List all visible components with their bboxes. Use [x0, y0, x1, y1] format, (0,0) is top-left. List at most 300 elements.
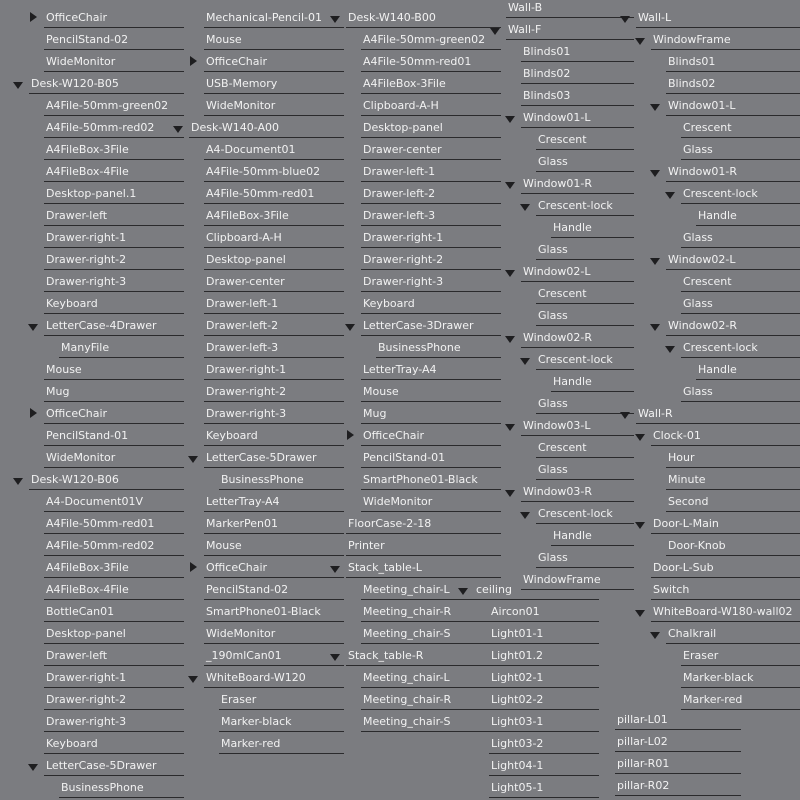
- tree-node-label: Meeting_chair-S: [363, 627, 451, 640]
- collapse-arrow-icon[interactable]: [190, 562, 197, 572]
- row-divider: [361, 511, 501, 512]
- row-divider: [204, 445, 344, 446]
- row-divider: [361, 291, 501, 292]
- row-divider: [521, 501, 634, 502]
- tree-node-label: PencilStand-01: [46, 429, 129, 442]
- row-divider: [681, 203, 800, 204]
- row-divider: [44, 665, 184, 666]
- tree-node-label: Window02-R: [523, 331, 592, 344]
- row-divider: [489, 687, 599, 688]
- tree-node-label: WideMonitor: [363, 495, 433, 508]
- row-divider: [536, 325, 634, 326]
- row-divider: [189, 137, 344, 138]
- tree-node-label: A4File-50mm-green02: [363, 33, 486, 46]
- tree-node-label: Mug: [46, 385, 70, 398]
- row-divider: [696, 225, 800, 226]
- row-divider: [44, 577, 184, 578]
- row-divider: [59, 797, 184, 798]
- tree-node-label: Mouse: [46, 363, 82, 376]
- row-divider: [551, 391, 634, 392]
- collapse-arrow-icon[interactable]: [190, 56, 197, 66]
- row-divider: [204, 665, 344, 666]
- tree-node-label: Glass: [683, 297, 713, 310]
- tree-node-label: Drawer-right-1: [46, 671, 127, 684]
- tree-node-label: Clipboard-A-H: [206, 231, 282, 244]
- row-divider: [204, 181, 344, 182]
- row-divider: [361, 335, 501, 336]
- expand-arrow-icon[interactable]: [635, 522, 645, 529]
- tree-node-label: LetterCase-3Drawer: [363, 319, 474, 332]
- tree-node-label: Crescent-lock: [538, 199, 613, 212]
- tree-node-label: WideMonitor: [206, 99, 276, 112]
- row-divider: [44, 137, 184, 138]
- tree-node-label: Door-L-Sub: [653, 561, 714, 574]
- row-divider: [551, 545, 634, 546]
- tree-node-label: Window01-L: [668, 99, 736, 112]
- row-divider: [489, 643, 599, 644]
- tree-node-label: Desk-W120-B06: [31, 473, 119, 486]
- row-divider: [666, 71, 800, 72]
- row-divider: [666, 467, 800, 468]
- row-divider: [681, 401, 800, 402]
- row-divider: [361, 71, 501, 72]
- tree-node-label: A4File-50mm-red01: [363, 55, 472, 68]
- row-divider: [204, 423, 344, 424]
- tree-node-label: A4FileBox-3File: [46, 561, 129, 574]
- tree-node-label: Mouse: [206, 33, 242, 46]
- tree-node-label: Drawer-left-2: [206, 319, 279, 332]
- row-divider: [361, 731, 501, 732]
- row-divider: [489, 753, 599, 754]
- tree-node-label: Wall-L: [638, 11, 672, 24]
- tree-node-label: Keyboard: [363, 297, 415, 310]
- row-divider: [361, 467, 501, 468]
- tree-node-label: Glass: [538, 397, 568, 410]
- tree-node-label: Eraser: [221, 693, 257, 706]
- row-divider: [666, 93, 800, 94]
- expand-arrow-icon[interactable]: [13, 82, 23, 89]
- expand-arrow-icon[interactable]: [505, 270, 515, 277]
- expand-arrow-icon[interactable]: [665, 192, 675, 199]
- tree-node-label: _190mlCan01: [206, 649, 282, 662]
- expand-arrow-icon[interactable]: [505, 336, 515, 343]
- row-divider: [346, 27, 501, 28]
- tree-node-label: Door-Knob: [668, 539, 726, 552]
- tree-node-label: A4FileBox-3File: [46, 143, 129, 156]
- tree-node-label: pillar-L02: [617, 735, 668, 748]
- row-divider: [521, 435, 634, 436]
- tree-node-label: OfficeChair: [363, 429, 425, 442]
- expand-arrow-icon[interactable]: [635, 610, 645, 617]
- tree-node-label: Drawer-right-3: [46, 715, 127, 728]
- expand-arrow-icon[interactable]: [458, 588, 468, 595]
- tree-node-label: Stack_table-L: [348, 561, 422, 574]
- row-divider: [204, 599, 344, 600]
- tree-node-label: WideMonitor: [46, 451, 116, 464]
- tree-node-label: Desk-W140-B00: [348, 11, 436, 24]
- tree-node-label: SmartPhone01-Black: [363, 473, 478, 486]
- row-divider: [651, 49, 800, 50]
- tree-node-label: A4-Document01: [206, 143, 296, 156]
- row-divider: [489, 665, 599, 666]
- row-divider: [696, 379, 800, 380]
- row-divider: [204, 71, 344, 72]
- row-divider: [536, 171, 634, 172]
- row-divider: [44, 159, 184, 160]
- tree-node-label: Chalkrail: [668, 627, 717, 640]
- tree-node-label: Aircon01: [491, 605, 540, 618]
- tree-node-label: Door-L-Main: [653, 517, 719, 530]
- row-divider: [44, 621, 184, 622]
- row-divider: [536, 457, 634, 458]
- expand-arrow-icon[interactable]: [650, 104, 660, 111]
- tree-node-label: BusinessPhone: [221, 473, 304, 486]
- row-divider: [204, 511, 344, 512]
- tree-node-label: Handle: [698, 209, 737, 222]
- row-divider: [204, 555, 344, 556]
- row-divider: [521, 589, 634, 590]
- row-divider: [489, 621, 599, 622]
- row-divider: [666, 489, 800, 490]
- tree-node-label: Wall-B: [508, 1, 543, 14]
- expand-arrow-icon[interactable]: [173, 126, 183, 133]
- tree-node-label: Light02-2: [491, 693, 544, 706]
- row-divider: [204, 467, 344, 468]
- row-divider: [44, 335, 184, 336]
- row-divider: [361, 269, 501, 270]
- tree-node-label: Handle: [553, 221, 592, 234]
- expand-arrow-icon[interactable]: [635, 38, 645, 45]
- expand-arrow-icon[interactable]: [650, 324, 660, 331]
- tree-node-label: Drawer-left-1: [363, 165, 436, 178]
- row-divider: [361, 49, 501, 50]
- tree-node-label: Drawer-right-1: [46, 231, 127, 244]
- tree-node-label: Window01-L: [523, 111, 591, 124]
- tree-node-label: Drawer-center: [206, 275, 285, 288]
- tree-node-label: ManyFile: [61, 341, 110, 354]
- row-divider: [615, 729, 741, 730]
- tree-node-label: A4FileBox-3File: [363, 77, 446, 90]
- expand-arrow-icon[interactable]: [28, 324, 38, 331]
- row-divider: [506, 17, 634, 18]
- row-divider: [44, 225, 184, 226]
- row-divider: [521, 83, 634, 84]
- tree-node-label: Light02-1: [491, 671, 544, 684]
- row-divider: [44, 291, 184, 292]
- tree-node-label: Drawer-right-1: [363, 231, 444, 244]
- row-divider: [361, 401, 501, 402]
- tree-node-label: Mug: [363, 407, 387, 420]
- tree-node-label: Drawer-center: [363, 143, 442, 156]
- row-divider: [346, 533, 501, 534]
- tree-node-label: Glass: [538, 309, 568, 322]
- row-divider: [361, 137, 501, 138]
- tree-node-label: Handle: [553, 529, 592, 542]
- row-divider: [361, 709, 501, 710]
- tree-node-label: OfficeChair: [46, 11, 108, 24]
- row-divider: [361, 225, 501, 226]
- tree-node-label: Keyboard: [206, 429, 258, 442]
- row-divider: [44, 423, 184, 424]
- collapse-arrow-icon[interactable]: [30, 408, 37, 418]
- row-divider: [204, 159, 344, 160]
- tree-node-label: OfficeChair: [206, 55, 268, 68]
- tree-node-label: Crescent: [538, 287, 587, 300]
- expand-arrow-icon[interactable]: [650, 170, 660, 177]
- tree-node-label: A4File-50mm-blue02: [206, 165, 321, 178]
- tree-node-label: Blinds02: [523, 67, 571, 80]
- tree-node-label: Marker-red: [221, 737, 281, 750]
- row-divider: [361, 379, 501, 380]
- row-divider: [204, 687, 344, 688]
- row-divider: [204, 291, 344, 292]
- expand-arrow-icon[interactable]: [505, 116, 515, 123]
- row-divider: [204, 357, 344, 358]
- row-divider: [474, 599, 599, 600]
- row-divider: [204, 335, 344, 336]
- tree-node-label: Drawer-right-2: [206, 385, 287, 398]
- row-divider: [681, 687, 800, 688]
- row-divider: [666, 643, 800, 644]
- tree-node-label: Drawer-left-1: [206, 297, 279, 310]
- tree-node-label: ceiling: [476, 583, 512, 596]
- tree-node-label: Light03-2: [491, 737, 544, 750]
- row-divider: [681, 709, 800, 710]
- tree-node-label: Desktop-panel: [46, 627, 126, 640]
- row-divider: [536, 479, 634, 480]
- tree-node-label: pillar-L01: [617, 713, 668, 726]
- row-divider: [521, 193, 634, 194]
- row-divider: [681, 291, 800, 292]
- expand-arrow-icon[interactable]: [330, 566, 340, 573]
- tree-node-label: A4File-50mm-red02: [46, 539, 155, 552]
- row-divider: [44, 775, 184, 776]
- expand-arrow-icon[interactable]: [330, 654, 340, 661]
- tree-node-label: PencilStand-01: [363, 451, 446, 464]
- tree-node-label: Crescent-lock: [683, 187, 758, 200]
- row-divider: [681, 313, 800, 314]
- row-divider: [219, 709, 344, 710]
- row-divider: [636, 27, 800, 28]
- row-divider: [666, 335, 800, 336]
- expand-arrow-icon[interactable]: [188, 456, 198, 463]
- row-divider: [666, 511, 800, 512]
- tree-node-label: Switch: [653, 583, 690, 596]
- tree-node-label: pillar-R01: [617, 757, 670, 770]
- tree-node-label: BusinessPhone: [378, 341, 461, 354]
- row-divider: [506, 39, 634, 40]
- tree-node-label: OfficeChair: [206, 561, 268, 574]
- row-divider: [204, 313, 344, 314]
- tree-node-label: A4File-50mm-red01: [46, 517, 155, 530]
- row-divider: [204, 577, 344, 578]
- row-divider: [44, 555, 184, 556]
- row-divider: [681, 137, 800, 138]
- tree-node-label: Desktop-panel: [363, 121, 443, 134]
- expand-arrow-icon[interactable]: [635, 434, 645, 441]
- row-divider: [651, 533, 800, 534]
- tree-node-label: Window01-R: [523, 177, 592, 190]
- tree-node-label: Window01-R: [668, 165, 737, 178]
- tree-node-label: WindowFrame: [523, 573, 601, 586]
- expand-arrow-icon[interactable]: [330, 16, 340, 23]
- tree-node-label: Drawer-left-3: [363, 209, 436, 222]
- row-divider: [376, 357, 501, 358]
- row-divider: [44, 115, 184, 116]
- row-divider: [204, 533, 344, 534]
- tree-node-label: Meeting_chair-L: [363, 583, 450, 596]
- tree-node-label: BottleCan01: [46, 605, 115, 618]
- row-divider: [681, 159, 800, 160]
- row-divider: [651, 445, 800, 446]
- row-divider: [29, 93, 184, 94]
- tree-node-label: Keyboard: [46, 297, 98, 310]
- row-divider: [44, 511, 184, 512]
- expand-arrow-icon[interactable]: [620, 16, 630, 23]
- tree-node-label: Mouse: [363, 385, 399, 398]
- row-divider: [536, 567, 634, 568]
- expand-arrow-icon[interactable]: [28, 764, 38, 771]
- row-divider: [204, 643, 344, 644]
- tree-node-label: A4FileBox-4File: [46, 583, 129, 596]
- row-divider: [615, 795, 741, 796]
- tree-node-label: Blinds01: [668, 55, 716, 68]
- row-divider: [681, 357, 800, 358]
- row-divider: [489, 797, 599, 798]
- row-divider: [44, 687, 184, 688]
- tree-node-label: Crescent-lock: [683, 341, 758, 354]
- row-divider: [204, 269, 344, 270]
- row-divider: [44, 709, 184, 710]
- row-divider: [666, 181, 800, 182]
- row-divider: [204, 27, 344, 28]
- tree-node-label: Meeting_chair-L: [363, 671, 450, 684]
- tree-node-label: Meeting_chair-R: [363, 605, 452, 618]
- tree-node-label: Clipboard-A-H: [363, 99, 439, 112]
- expand-arrow-icon[interactable]: [345, 324, 355, 331]
- tree-node-label: FloorCase-2-18: [348, 517, 432, 530]
- row-divider: [59, 357, 184, 358]
- tree-node-label: MarkerPen01: [206, 517, 278, 530]
- tree-node-label: Meeting_chair-S: [363, 715, 451, 728]
- row-divider: [204, 49, 344, 50]
- row-divider: [204, 379, 344, 380]
- row-divider: [521, 61, 634, 62]
- expand-arrow-icon[interactable]: [505, 490, 515, 497]
- tree-node-label: Minute: [668, 473, 706, 486]
- tree-node-label: Drawer-right-3: [206, 407, 287, 420]
- expand-arrow-icon[interactable]: [520, 512, 530, 519]
- tree-node-label: Window03-L: [523, 419, 591, 432]
- tree-node-label: Desktop-panel.1: [46, 187, 137, 200]
- tree-node-label: PencilStand-02: [206, 583, 289, 596]
- row-divider: [44, 71, 184, 72]
- row-divider: [521, 347, 634, 348]
- tree-node-label: Window03-R: [523, 485, 592, 498]
- tree-node-label: Light01.2: [491, 649, 543, 662]
- row-divider: [489, 709, 599, 710]
- tree-node-label: Light05-1: [491, 781, 544, 794]
- tree-node-label: Drawer-left: [46, 209, 108, 222]
- row-divider: [44, 181, 184, 182]
- tree-node-label: Keyboard: [46, 737, 98, 750]
- row-divider: [536, 149, 634, 150]
- expand-arrow-icon[interactable]: [505, 424, 515, 431]
- expand-arrow-icon[interactable]: [665, 346, 675, 353]
- row-divider: [44, 599, 184, 600]
- expand-arrow-icon[interactable]: [490, 28, 500, 35]
- row-divider: [44, 203, 184, 204]
- tree-node-label: WhiteBoard-W180-wall02: [653, 605, 793, 618]
- tree-node-label: Desk-W140-A00: [191, 121, 279, 134]
- tree-node-label: Drawer-left-3: [206, 341, 279, 354]
- expand-arrow-icon[interactable]: [650, 632, 660, 639]
- expand-arrow-icon[interactable]: [13, 478, 23, 485]
- row-divider: [219, 753, 344, 754]
- tree-node-label: Drawer-left-2: [363, 187, 436, 200]
- row-divider: [361, 489, 501, 490]
- collapse-arrow-icon[interactable]: [30, 12, 37, 22]
- row-divider: [204, 401, 344, 402]
- expand-arrow-icon[interactable]: [505, 182, 515, 189]
- tree-node-label: Glass: [538, 463, 568, 476]
- row-divider: [361, 643, 501, 644]
- tree-node-label: Glass: [538, 243, 568, 256]
- row-divider: [651, 621, 800, 622]
- row-divider: [615, 773, 741, 774]
- row-divider: [361, 203, 501, 204]
- tree-node-label: Mouse: [206, 539, 242, 552]
- tree-node-label: USB-Memory: [206, 77, 278, 90]
- row-divider: [204, 93, 344, 94]
- tree-node-label: Hour: [668, 451, 695, 464]
- tree-node-label: Window02-L: [668, 253, 736, 266]
- tree-node-label: Light04-1: [491, 759, 544, 772]
- row-divider: [636, 423, 800, 424]
- tree-node-label: Eraser: [683, 649, 719, 662]
- tree-node-label: Blinds01: [523, 45, 571, 58]
- row-divider: [681, 247, 800, 248]
- tree-node-label: A4-Document01V: [46, 495, 144, 508]
- expand-arrow-icon[interactable]: [520, 358, 530, 365]
- expand-arrow-icon[interactable]: [188, 676, 198, 683]
- row-divider: [361, 687, 501, 688]
- expand-arrow-icon[interactable]: [620, 412, 630, 419]
- tree-node-label: A4File-50mm-red02: [46, 121, 155, 134]
- tree-node-label: Crescent: [538, 441, 587, 454]
- tree-node-label: BusinessPhone: [61, 781, 144, 794]
- tree-node-label: Handle: [553, 375, 592, 388]
- tree-node-label: LetterCase-4Drawer: [46, 319, 157, 332]
- expand-arrow-icon[interactable]: [520, 204, 530, 211]
- tree-node-label: Desk-W120-B05: [31, 77, 119, 90]
- tree-node-label: Glass: [538, 551, 568, 564]
- row-divider: [44, 379, 184, 380]
- collapse-arrow-icon[interactable]: [347, 430, 354, 440]
- row-divider: [204, 115, 344, 116]
- tree-node-label: Stack_table-R: [348, 649, 424, 662]
- expand-arrow-icon[interactable]: [650, 258, 660, 265]
- tree-node-label: Marker-black: [683, 671, 754, 684]
- row-divider: [536, 259, 634, 260]
- tree-node-label: Meeting_chair-R: [363, 693, 452, 706]
- tree-node-label: WideMonitor: [206, 627, 276, 640]
- tree-node-label: A4File-50mm-red01: [206, 187, 315, 200]
- row-divider: [521, 281, 634, 282]
- tree-node-label: Printer: [348, 539, 385, 552]
- row-divider: [521, 127, 634, 128]
- row-divider: [489, 731, 599, 732]
